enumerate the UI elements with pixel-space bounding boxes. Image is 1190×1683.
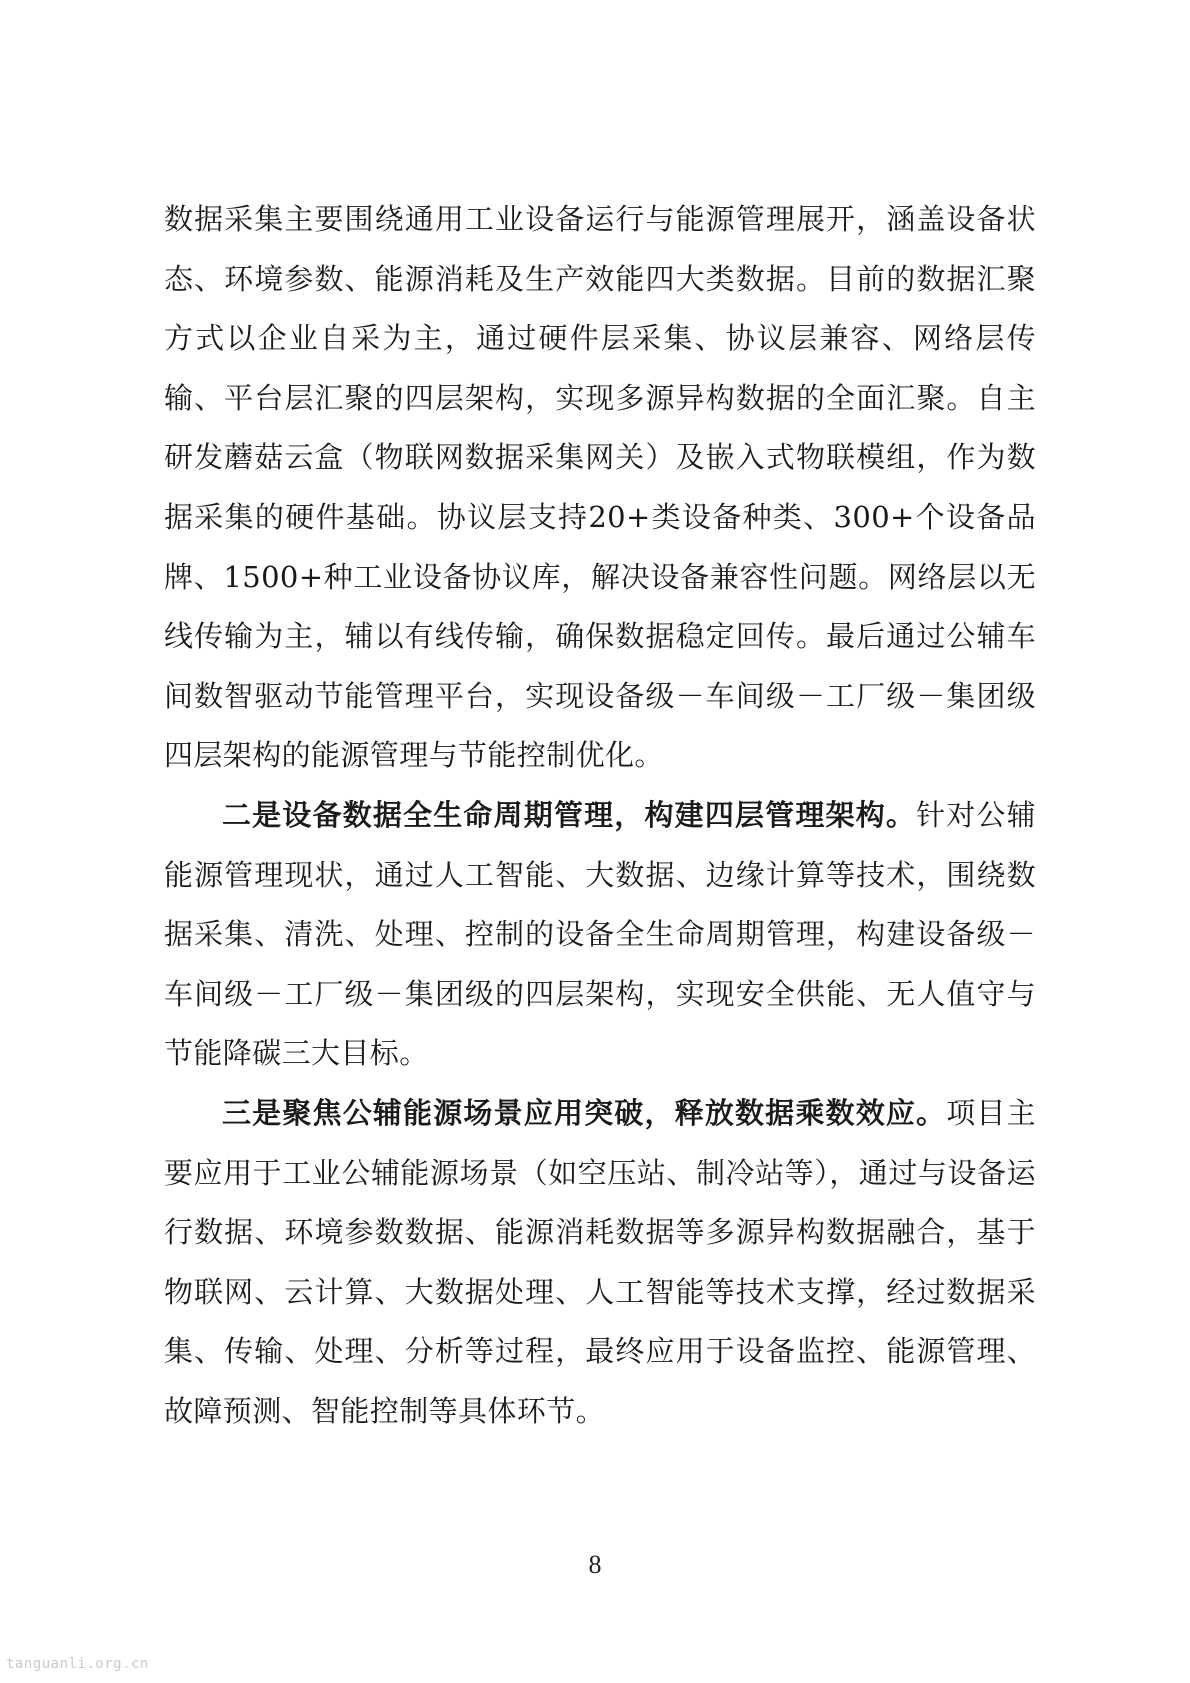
paragraph-data-collection: [164, 190, 1036, 786]
paragraph-lead: 二是设备数据全生命周期管理，构建四层管理架构。: [222, 797, 917, 832]
paragraph-lead: 三是聚焦公辅能源场景应用突破，释放数据乘数效应。: [222, 1095, 947, 1130]
paragraph-text: 数据采集主要围绕通用工业设备运行与能源管理展开，涵盖设备状态、环境参数、能源消耗及生产效能四大类数据。目前的数据汇聚方式以企业自采为主，通过硬件层采集、协议层兼容、网络层传输、平台层汇聚的四层架构，实现多源异构数据的全面汇聚。自主研发蘑菇云盒（物联网数据采集网关）及嵌入式物联模组，作为数据采集的硬件基础。协议层支持20+类设备种类、300+个设备品牌、1500+种工业设备协议库，解决设备兼容性问题。网络层以无线传输为主，辅以有线传输，确保数据稳定回传。最后通过公辅车间数智驱动节能管理平台，实现设备级－车间级－工厂级－集团级四层架构的能源管理与节能控制优化。: [164, 202, 1036, 773]
paragraph-text: 针对公辅能源管理现状，通过人工智能、大数据、边缘计算等技术，围绕数据采集、清洗、处理、控制的设备全生命周期管理，构建设备级－车间级－工厂级－集团级的四层架构，实现安全供能、无人值守与节能降碳三大目标。: [164, 797, 1036, 1071]
body-text: [164, 190, 1036, 1441]
paragraph-scenario-application: [164, 1084, 1036, 1442]
watermark: tanguanli.org.cn: [6, 1656, 149, 1672]
paragraph-text: 项目主要应用于工业公辅能源场景（如空压站、制冷站等），通过与设备运行数据、环境参数数据、能源消耗数据等多源异构数据融合，基于物联网、云计算、大数据处理、人工智能等技术支撑，经过数据采集、传输、处理、分析等过程，最终应用于设备监控、能源管理、故障预测、智能控制等具体环节。: [164, 1095, 1037, 1428]
paragraph-lifecycle-management: [164, 786, 1036, 1084]
page-number: 8: [588, 1550, 602, 1579]
